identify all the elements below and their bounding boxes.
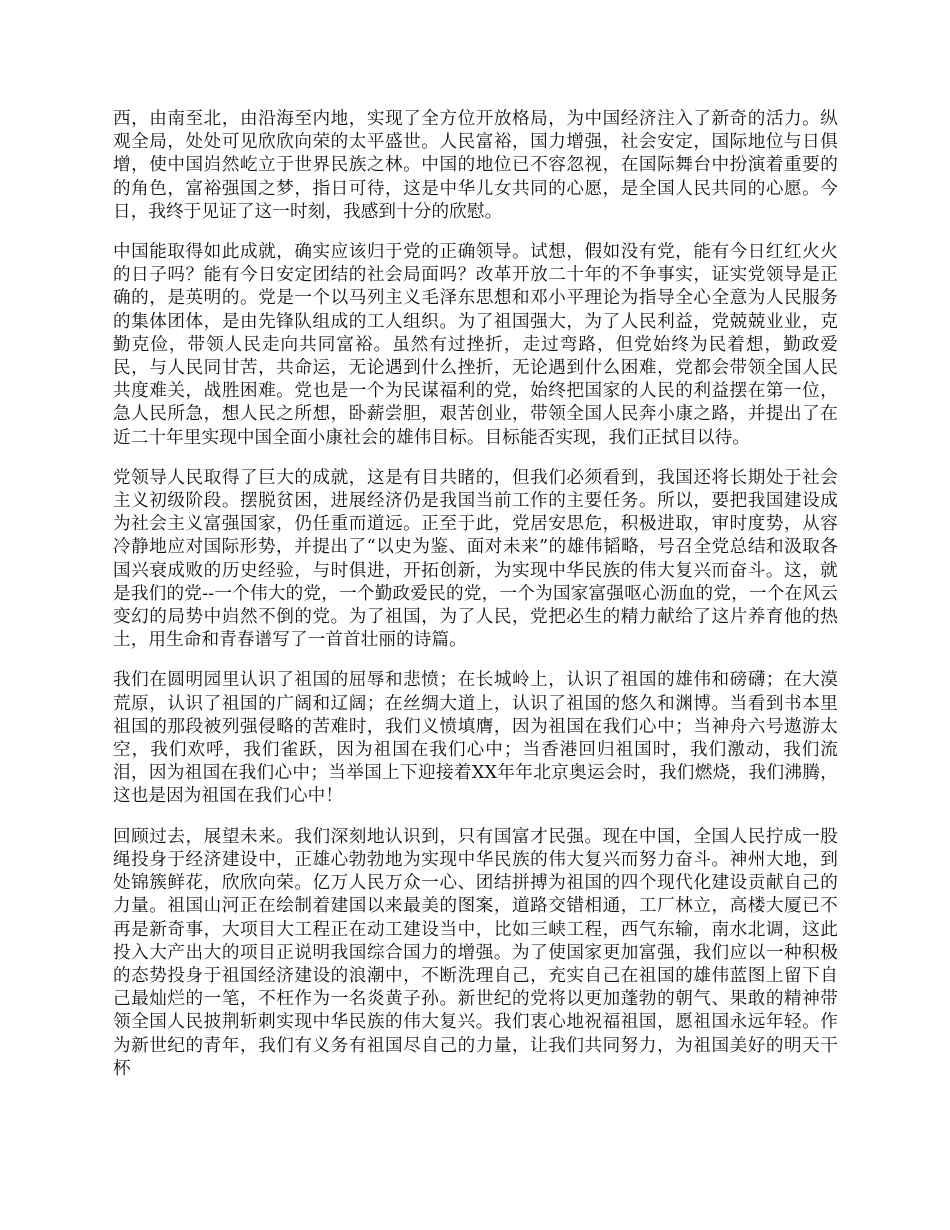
paragraph-5: 回顾过去，展望未来。我们深刻地认识到，只有国富才民强。现在中国，全国人民拧成一股绳投身于经济建设中，正雄心勃勃地为实现中华民族的伟大复兴而努力奋斗。神州大地，到处锦簇鲜花，欣欣向荣。亿万人民万众一心、团结拼搏为祖国的四个现代化建设贡献自己的力量。祖国山河正在绘制着建国以来最美的图案，道路交错相通，工厂林立，高楼大厦已不再是新奇事，大项目大工程正在动工建设当中，比如三峡工程，西气东输，南水北调，这此投入大产出大的项目正说明我国综合国力的增强。为了使国家更加富强，我们应以一种积极的态势投身于祖国经济建设的浪潮中，不断洗理自己，充实自己在祖国的雄伟蓝图上留下自己最灿烂的一笔，不枉作为一名炎黄子孙。新世纪的党将以更加蓬勃的朝气、果敢的精神带领全国人民披荆斩刺实现中华民族的伟大复兴。我们衷心地祝福祖国，愿祖国永远年轻。作为新世纪的青年，我们有义务有祖国尽自己的力量，让我们共同努力，为祖国美好的明天干杯: [113, 826, 838, 1079]
paragraph-2: 中国能取得如此成就，确实应该归于党的正确领导。试想，假如没有党，能有今日红红火火的日子吗？能有今日安定团结的社会局面吗？改革开放二十年的不争事实，证实党领导是正确的，是英明的。党是一个以马列主义毛泽东思想和邓小平理论为指导全心全意为人民服务的集体团体，是由先锋队组成的工人组织。为了祖国强大，为了人民利益，党兢兢业业，克勤克俭，带领人民走向共同富裕。虽然有过挫折，走过弯路，但党始终为民着想，勤政爱民，与人民同甘苦，共命运，无论遇到什么挫折，无论遇到什么困难，党都会带领全国人民共度难关，战胜困难。党也是一个为民谋福利的党，始终把国家的人民的利益摆在第一位，急人民所急，想人民之所想，卧薪尝胆，艰苦创业，带领全国人民奔小康之路，并提出了在近二十年里实现中国全面小康社会的雄伟目标。目标能否实现，我们正拭目以待。: [113, 242, 838, 448]
paragraph-4: 我们在圆明园里认识了祖国的屈辱和悲愤；在长城岭上，认识了祖国的雄伟和磅礴；在大漠荒原，认识了祖国的广阔和辽阔；在丝绸大道上，认识了祖国的悠久和渊博。当看到书本里祖国的那段被列强侵略的苦难时，我们义愤填膺，因为祖国在我们心中；当神舟六号遨游太空，我们欢呼，我们雀跃，因为祖国在我们心中；当香港回归祖国时，我们激动，我们流泪，因为祖国在我们心中；当举国上下迎接着XX年年北京奥运会时，我们燃烧，我们沸腾，这也是因为祖国在我们心中！: [113, 670, 838, 807]
document-page: [113, 108, 838, 1098]
paragraph-3: 党领导人民取得了巨大的成就，这是有目共睹的，但我们必须看到，我国还将长期处于社会主义初级阶段。摆脱贫困，进展经济仍是我国当前工作的主要任务。所以，要把我国建设成为社会主义富强国家，仍任重而道远。正至于此，党居安思危，积极进取，审时度势，从容冷静地应对国际形势，并提出了“以史为鉴、面对未来”的雄伟韬略，号召全党总结和汲取各国兴衰成败的历史经验，与时俱进，开拓创新，为实现中华民族的伟大复兴而奋斗。这，就是我们的党--一个伟大的党，一个勤政爱民的党，一个为国家富强呕心沥血的党，一个在风云变幻的局势中岿然不倒的党。为了祖国，为了人民，党把必生的精力献给了这片养育他的热土，用生命和青春谱写了一首首壮丽的诗篇。: [113, 467, 838, 651]
paragraph-1: 西，由南至北，由沿海至内地，实现了全方位开放格局，为中国经济注入了新奇的活力。纵观全局，处处可见欣欣向荣的太平盛世。人民富裕，国力增强，社会安定，国际地位与日俱增，使中国岿然屹立于世界民族之林。中国的地位已不容忽视，在国际舞台中扮演着重要的的角色，富裕强国之梦，指日可待，这是中华儿女共同的心愿，是全国人民共同的心愿。今日，我终于见证了这一时刻，我感到十分的欣慰。: [113, 109, 838, 222]
